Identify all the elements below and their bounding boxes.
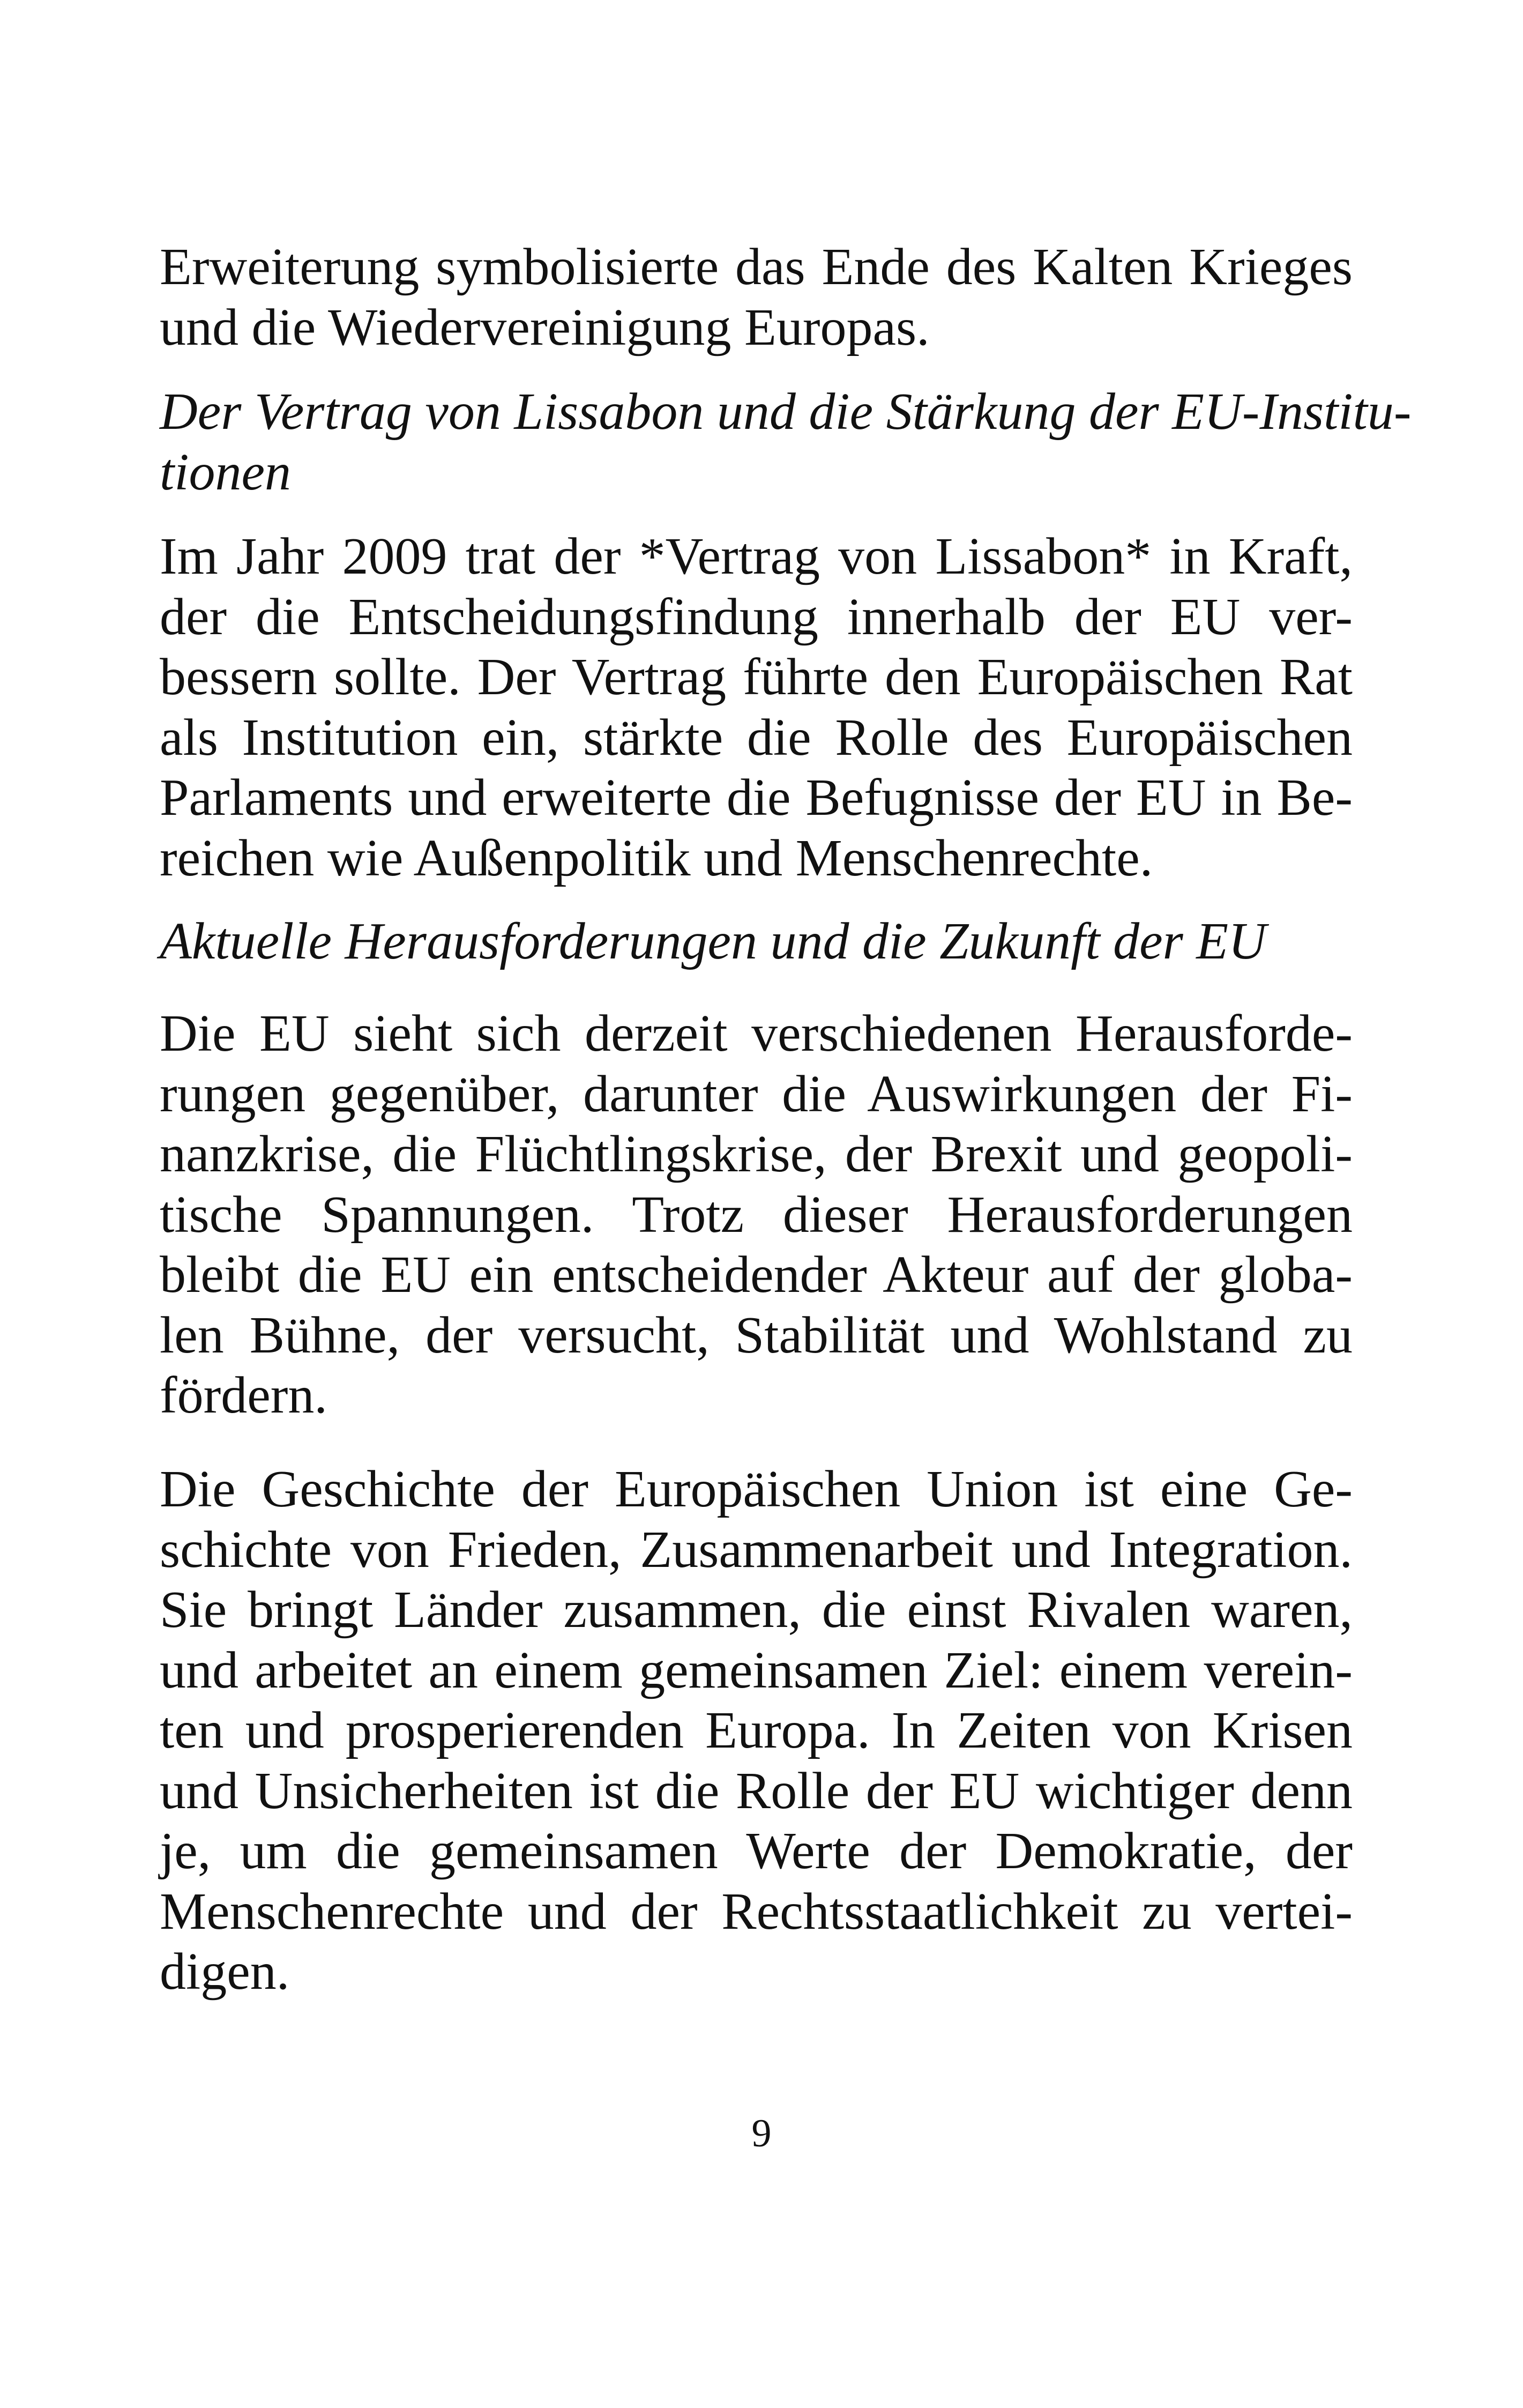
paragraph-2 bbox=[160, 526, 1353, 888]
heading-line: tionen bbox=[160, 443, 291, 501]
text-line: Im Jahr 2009 trat der *Vertrag von Lissabon* in Kraft, bbox=[160, 527, 1353, 585]
text-line: je, um die gemeinsamen Werte der Demokratie, der bbox=[160, 1822, 1353, 1880]
text-line: nanzkrise, die Flüchtlingskrise, der Brexit und geopoli- bbox=[160, 1125, 1353, 1183]
text-line: rungen gegenüber, darunter die Auswirkungen der Fi- bbox=[160, 1065, 1353, 1123]
heading-line: Der Vertrag von Lissabon und die Stärkung der EU-Institu- bbox=[160, 383, 1412, 441]
text-line: fördern. bbox=[160, 1366, 327, 1424]
text-line: Menschenrechte und der Rechtsstaatlichkeit zu vertei- bbox=[160, 1882, 1353, 1941]
text-line: len Bühne, der versucht, Stabilität und Wohlstand zu bbox=[160, 1306, 1353, 1364]
text-line: ten und prosperierenden Europa. In Zeiten von Krisen bbox=[160, 1701, 1353, 1759]
text-line: Erweiterung symbolisierte das Ende des Kalten Krieges bbox=[160, 238, 1353, 296]
section-heading-current-challenges bbox=[160, 911, 1353, 972]
text-line: Sie bringt Länder zusammen, die einst Rivalen waren, bbox=[160, 1581, 1353, 1639]
text-line: Die Geschichte der Europäischen Union ist eine Ge- bbox=[160, 1460, 1353, 1518]
text-line: der die Entscheidungsfindung innerhalb der EU ver- bbox=[160, 588, 1353, 646]
text-line: tische Spannungen. Trotz dieser Herausforderungen bbox=[160, 1185, 1353, 1244]
paragraph-1 bbox=[160, 237, 1353, 358]
text-line: als Institution ein, stärkte die Rolle des Europäischen bbox=[160, 708, 1353, 767]
text-line: und die Wiedervereinigung Europas. bbox=[160, 298, 930, 356]
text-line: reichen wie Außenpolitik und Menschenrechte. bbox=[160, 829, 1153, 887]
text-line: digen. bbox=[160, 1943, 290, 2001]
text-line: Parlaments und erweiterte die Befugnisse der EU in Be- bbox=[160, 769, 1353, 827]
text-line: bleibt die EU ein entscheidender Akteur auf der globa- bbox=[160, 1246, 1353, 1304]
text-line: und Unsicherheiten ist die Rolle der EU wichtiger denn bbox=[160, 1762, 1353, 1820]
heading-line: Aktuelle Herausforderungen und die Zukunft der EU bbox=[160, 912, 1266, 970]
section-heading-lisbon-treaty bbox=[160, 382, 1412, 502]
text-line: Die EU sieht sich derzeit verschiedenen Herausforde- bbox=[160, 1005, 1353, 1062]
page-number: 9 bbox=[751, 2112, 772, 2156]
text-line: schichte von Frieden, Zusammenarbeit und Integration. bbox=[160, 1520, 1353, 1579]
text-line: bessern sollte. Der Vertrag führte den Europäischen Rat bbox=[160, 648, 1353, 706]
paragraph-4 bbox=[160, 1459, 1353, 2002]
paragraph-3 bbox=[160, 1004, 1353, 1426]
text-line: und arbeitet an einem gemeinsamen Ziel: einem verein- bbox=[160, 1641, 1353, 1699]
